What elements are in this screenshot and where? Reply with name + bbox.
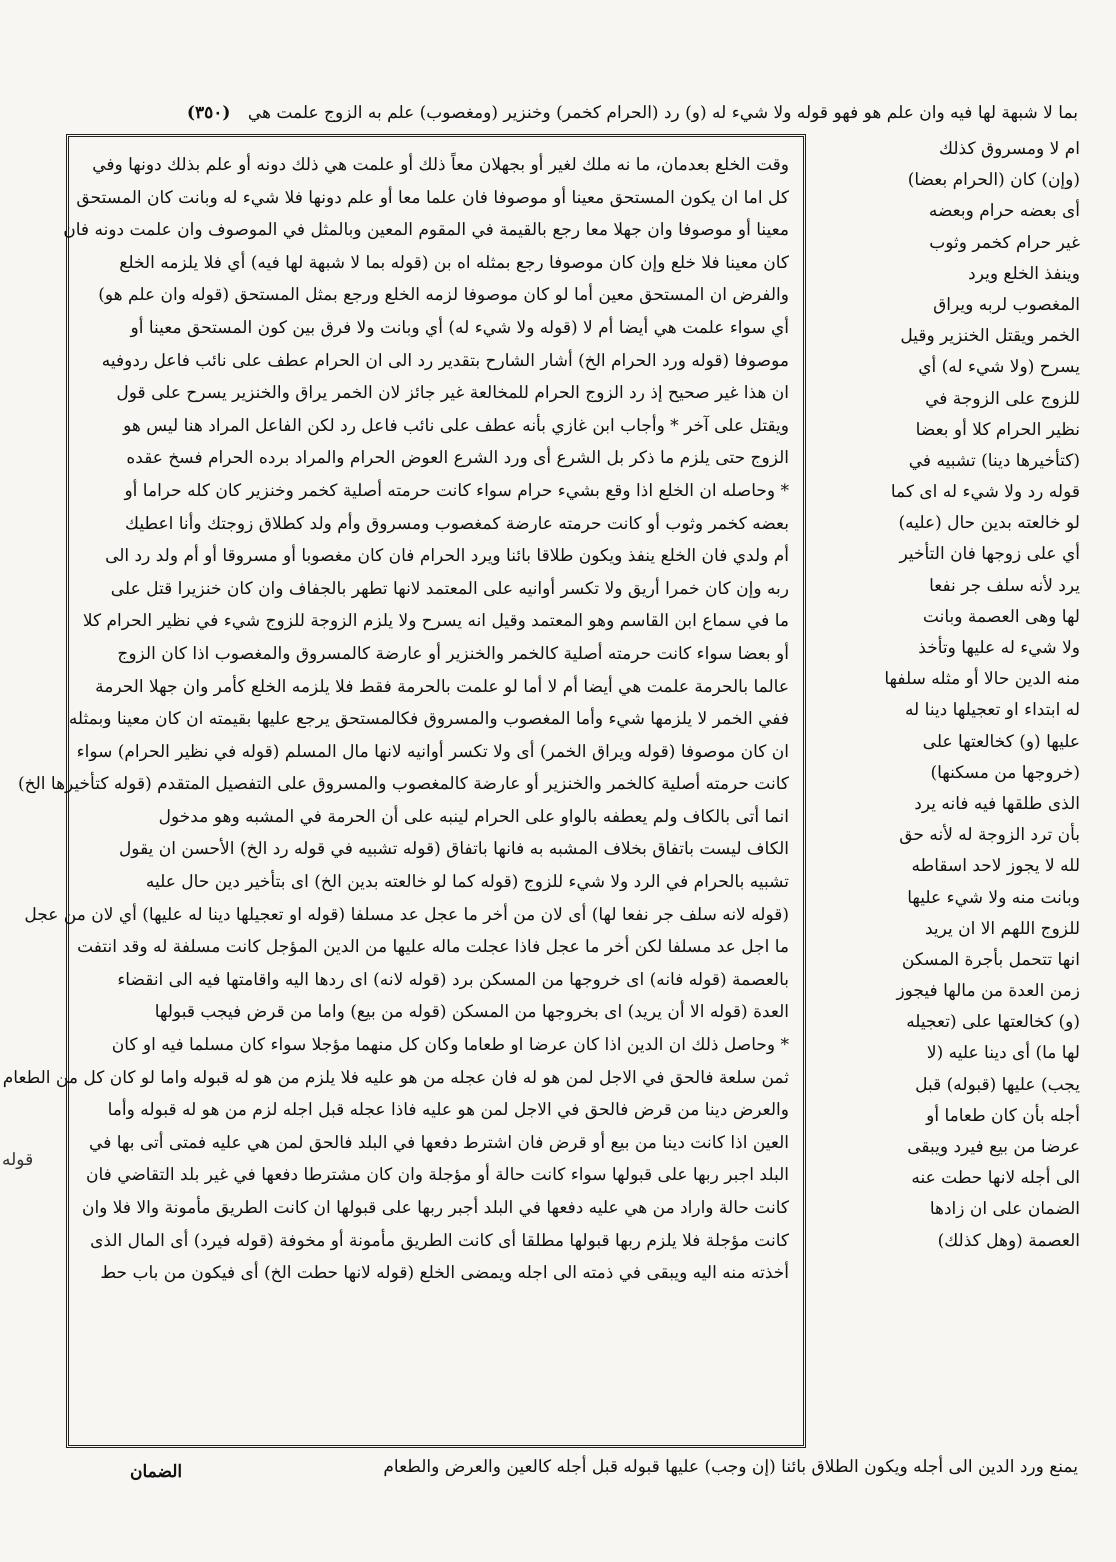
main-text-line: أخذته منه اليه ويبقى في ذمته الى اجله ويمضى الخلع (قوله لانها حطت الخ) أى فيكون من باب حط: [100, 1263, 789, 1284]
main-text-line: ثمن سلعة فالحق في الاجل لمن هو له فان عجله من هو عليه فلا يلزم من هو له قبوله واما لو كان كل من الطعام: [2, 1067, 789, 1088]
main-text-line: وقت الخلع بعدمان، ما نه ملك لغير أو بجهلان معاً ذلك أو علمت هي ذلك دونه أو علم بذلك دونها وفي: [92, 155, 789, 175]
main-text-line: كانت مؤجلة فلا يلزم ربها قبولها مطلقا أى كانت الطريق مأمونة أو مخوفة (قوله فيرد) أى المال الذى: [90, 1230, 789, 1251]
side-text-line: يجب) عليها (قبوله) قبل: [915, 1074, 1080, 1095]
header-text: بما لا شبهة لها فيه وان علم هو فهو قوله ولا شيء له (و) رد (الحرام كخمر) وخنزير (ومغصوب) علم به الزوج علمت هي: [247, 103, 1078, 123]
side-text-line: الى أجله لانها حطت عنه: [911, 1168, 1080, 1189]
main-text-line: العدة (قوله الا أن يريد) اى بخروجها من المسكن (قوله من بيع) واما من قرض فيجب قبولها: [154, 1002, 789, 1023]
side-text-line: الذى طلقها فيه فانه يرد: [914, 793, 1080, 814]
side-text-line: لها وهى العصمة وبانت: [922, 606, 1080, 627]
margin-note: قوله: [2, 1150, 34, 1170]
side-text-line: وبانت منه ولا شيء عليها: [907, 887, 1080, 908]
side-text-line: عليها (و) كخالعتها على: [922, 731, 1080, 752]
main-text-line: والفرض ان المستحق معين أما لو كان موصوفا لزمه الخلع ورجع بمثل المستحق (قوله وان علم هو): [98, 285, 789, 306]
side-text-line: لها ما) أى دينا عليه (لا: [926, 1043, 1080, 1064]
main-text-line: العين اذا كانت دينا من بيع أو قرض فان اشترط دفعها في البلد فالحق لمن هي عليه فمتى أتى بها في: [89, 1132, 789, 1153]
main-text-line: تشبيه بالحرام في الرد ولا شيء للزوج (قوله كما لو خالعته بدين الخ) اى بتأخير دين حال عليه: [145, 872, 789, 893]
main-text-line: الزوج حتى يلزم ما ذكر بل الشرع أى ورد الشرع العوض الحرام والمراد برده الحرام فسخ عقده: [126, 448, 789, 469]
main-text-line: عالما بالحرمة علمت هي أيضا أم لا أما لو علمت بالحرمة فقط فلا يلزمه الخلع كأمر وان جهلا الحرمة: [95, 676, 789, 697]
side-text-line: لو خالعته بدين حال (عليه): [898, 513, 1080, 534]
main-text-line: بعضه كخمر وثوب أو كانت حرمته عارضة كمغصوب ومسروق وأم ولد كطلاق زوجتك وأنا اعطيك: [125, 513, 789, 534]
side-text-line: للزوج اللهم الا ان يريد: [924, 918, 1080, 939]
main-text-line: والعرض دينا من قرض فالحق في الاجل لمن هو عليه فاذا عجله قبل اجله لزم من هو له قبوله وأما: [107, 1100, 789, 1121]
main-text-line: كل اما ان يكون المستحق معينا أو موصوفا فان علما معا أو علم دونها فلا شيء له وبانت كان المستحق: [76, 187, 789, 208]
side-text-line: انها تتحمل بأجرة المسكن: [901, 949, 1080, 970]
main-text-line: معينا أو موصوفا وان جهلا معا رجع بالقيمة في المقوم المعين وبالمثل في الموصوف وان علمت دونه فان: [63, 220, 789, 241]
side-text-line: عرضا من بيع فيرد ويبقى: [907, 1137, 1080, 1157]
main-text-line: كان معينا فلا خلع وإن كان موصوفا رجع بمثله اه بن (قوله بما لا شبهة لها فيه) أي فلا يلزمه الخلع: [119, 252, 789, 273]
side-text-line: ولا شيء له عليها وتأخذ: [918, 638, 1080, 658]
main-text-line: * وحاصله ان الخلع اذا وقع بشيء حرام سواء كانت حرمته أصلية كخمر وخنزير كان كله حراما أو: [124, 480, 789, 501]
main-text-line: ففي الخمر لا يلزمها شيء وأما المغصوب والمسروق فكالمستحق يرجع عليها بقيمته ان كان معينا وبمثله: [68, 709, 789, 730]
side-text-line: يسرح (ولا شيء له) أي: [918, 357, 1080, 378]
side-text-line: أى بعضه حرام وبعضه: [928, 201, 1080, 222]
side-text-column: [818, 134, 1080, 1448]
main-text-line: أو بعضا سواء كانت حرمته أصلية كالخمر والخنزير أو عارضة كالمسروق والمغصوب اذا كان الزوج: [117, 643, 789, 664]
main-text-line: ما في سماع ابن القاسم وهو المعتمد وقيل انه يسرح ولا يلزم الزوجة للزوج شيء في نظير الحرام كلا: [82, 611, 789, 632]
side-text-line: بأن ترد الزوجة له لأنه حق: [899, 825, 1080, 846]
main-text-line: ما اجل عد مسلفا لكن أخر ما عجل فاذا عجلت ماله عليها من الدين المؤجل كانت مسلفة له وقد انتفت: [77, 937, 789, 958]
main-text-line: * وحاصل ذلك ان الدين اذا كان عرضا او طعاما وكان كل منهما مؤجلا سواء كان مسلما فيه او كان: [111, 1035, 789, 1056]
side-text-line: الضمان على ان زادها: [929, 1199, 1080, 1220]
main-text-line: أم ولدي فان الخلع ينفذ ويكون طلاقا بائنا ويرد الحرام فان كان مغصوبا أو مسروقا أو أم ولد رد الى: [105, 546, 789, 567]
side-text-line: قوله رد ولا شيء له اى كما: [890, 482, 1080, 503]
side-text-line: يرد لأنه سلف جر نفعا: [929, 575, 1080, 596]
main-text-line: كانت حالة واراد من هي عليه دفعها في البلد أجبر ربها على قبولها ان كانت الطريق مأمونة والا فلا وان: [81, 1198, 789, 1218]
side-text-line: الخمر ويقتل الخنزير وقيل: [900, 326, 1080, 347]
side-text-line: (كتأخيرها دينا) تشبيه في: [908, 450, 1080, 471]
side-text-line: لله لا يجوز لاحد اسقاطه: [911, 856, 1080, 877]
main-text-line: موصوفا (قوله ورد الحرام الخ) أشار الشارح بتقدير رد الى ان الحرام عطف على نائب فاعل ردوفيه: [101, 350, 789, 371]
main-text-line: (قوله لانه سلف جر نفعا لها) أى لان من أخر ما عجل عد مسلفا (قوله او تعجيلها دينا له عليها) أي لان من عجل: [24, 904, 789, 925]
main-text-line: أي سواء علمت هي أيضا أم لا (قوله ولا شيء له) أي وبانت ولا فرق بين كون المستحق معينا أو: [130, 317, 789, 338]
page-header: [70, 100, 1078, 126]
main-text-line: انما أتى بالكاف ولم يعطفه بالواو على الحرام لينبه على أن الحرمة في المشبه وهو مدخول: [158, 806, 789, 827]
side-text-line: (و) كخالعتها على (تعجيله: [906, 1012, 1080, 1033]
side-text-line: وينفذ الخلع ويرد: [968, 263, 1080, 284]
main-text-line: ان كان موصوفا (قوله ويراق الخمر) أى ولا تكسر أوانيه لانها مال المسلم (قوله في نظير الحرام) سواء: [76, 741, 789, 762]
page-footer: يمنع ورد الدين الى أجله ويكون الطلاق بائنا (إن وجب) عليها قبوله قبل أجله كالعين والعرض والطعام: [383, 1457, 1078, 1477]
side-text-line: ام لا ومسروق كذلك: [939, 139, 1080, 159]
page-number: (٣٥٠): [186, 103, 231, 123]
side-text-line: نظير الحرام كلا أو بعضا: [915, 419, 1080, 440]
catchword: الضمان: [130, 1462, 183, 1482]
side-text-line: للزوج على الزوجة في: [925, 388, 1080, 409]
side-text-line: أي على زوجها فان التأخير: [899, 544, 1080, 565]
main-text-line: ربه وإن كان خمرا أريق ولا تكسر أوانيه على المعتمد لانها تطهر بالجفاف وان كان خنزيرا قتل على: [110, 578, 789, 599]
main-text-line: البلد اجبر ربها على قبولها سواء كانت حالة أو مؤجلة وان كان مشترطا دفعها في غير بلد التقاضي فان: [86, 1165, 789, 1186]
side-text-line: العصمة (وهل كذلك): [937, 1230, 1080, 1251]
main-text-line: ان هذا غير صحيح إذ رد الزوج الحرام للمخالعة غير جائز لان الخمر يراق والخنزير يسرح على قول: [116, 383, 789, 404]
side-text-line: له ابتداء او تعجيلها دينا له: [904, 700, 1080, 721]
side-text-line: (خروجها من مسكنها): [930, 762, 1080, 783]
main-text-box: [2, 134, 806, 1448]
side-text-line: (وإن) كان (الحرام بعضا): [907, 170, 1080, 191]
main-text-line: الكاف ليست باتفاق بخلاف المشبه به فانها باتفاق (قوله تشبيه في قوله رد الخ) الأحسن ان يقول: [118, 839, 789, 860]
side-text-line: زمن العدة من مالها فيجوز: [896, 981, 1080, 1002]
main-text-line: بالعصمة (قوله فانه) اى خروجها من المسكن برد (قوله لانه) اى ردها اليه واقامتها فيه الى انقضاء: [117, 969, 789, 990]
side-text-line: منه الدين حالا أو مثله سلفها: [884, 669, 1080, 690]
main-text-line: ويقتل على آخر * وأجاب ابن غازي بأنه عطف على نائب فاعل رد لكن الفاعل المراد هنا ليس هو: [123, 415, 789, 436]
side-text-line: المغصوب لربه ويراق: [933, 294, 1080, 315]
main-text-line: كانت حرمته أصلية كالخمر والخنزير أو عارضة كالمغصوب والمسروق على التفصيل المتقدم (قوله كتأخيرها الخ): [17, 774, 789, 795]
side-text-line: أجله بأن كان طعاما أو: [926, 1105, 1080, 1126]
side-text-line: غير حرام كخمر وثوب: [929, 232, 1080, 253]
